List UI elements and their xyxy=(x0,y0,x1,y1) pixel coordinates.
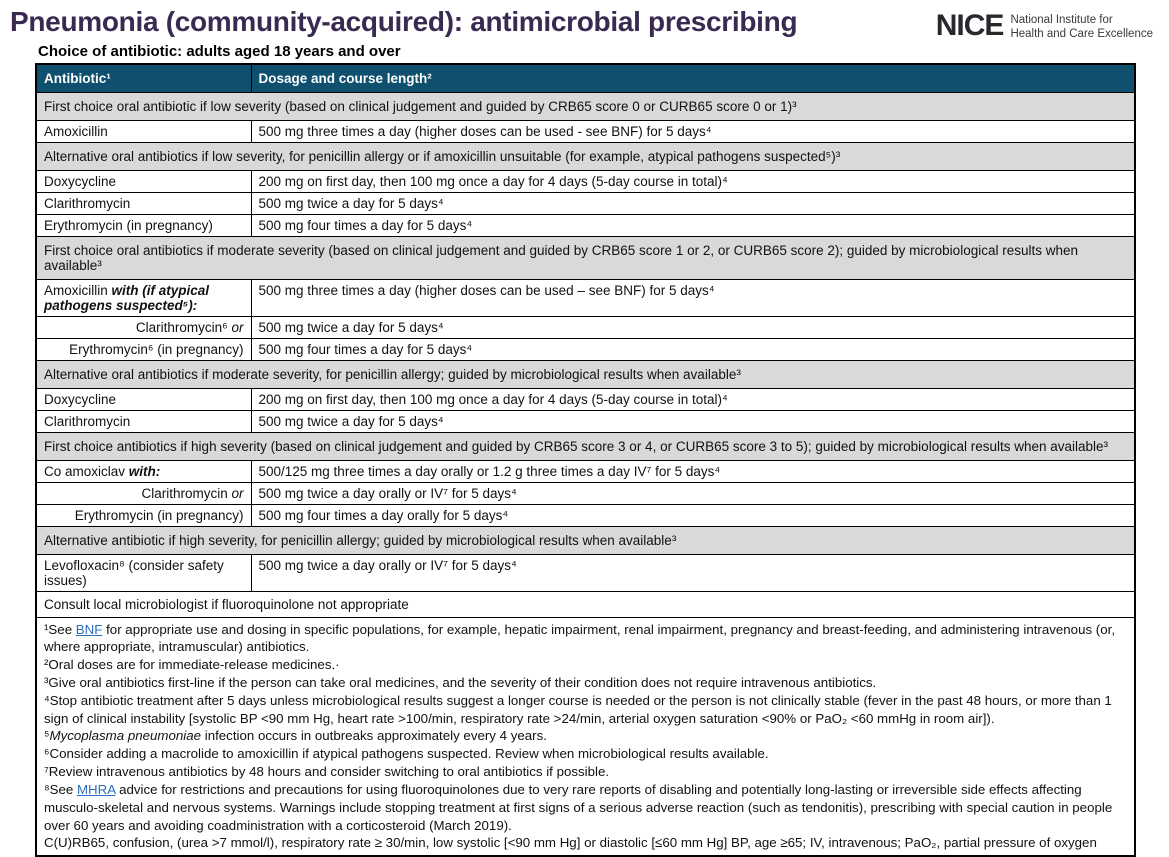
text-part: Amoxicillin xyxy=(44,123,108,139)
footnote-6 xyxy=(44,745,1127,763)
footnotes-cell xyxy=(36,617,1135,856)
antibiotic-cell xyxy=(36,482,251,504)
antibiotic-cell xyxy=(36,316,251,338)
dosage-cell: 200 mg on first day, then 100 mg once a day for 4 days (5-day course in total)⁴ xyxy=(251,388,1135,410)
footnote-2 xyxy=(44,656,1127,674)
dosage-cell: 200 mg on first day, then 100 mg once a day for 4 days (5-day course in total)⁴ xyxy=(251,170,1135,192)
antibiotic-cell xyxy=(36,504,251,526)
dosage-cell: 500 mg twice a day for 5 days⁴ xyxy=(251,410,1135,432)
drug-row xyxy=(36,388,1135,410)
nice-logo xyxy=(936,11,1153,42)
text-part: or xyxy=(231,485,244,501)
text-part: Clarithromycin xyxy=(141,485,232,501)
dosage-cell: 500 mg twice a day orally or IV⁷ for 5 days⁴ xyxy=(251,554,1135,591)
antibiotic-cell xyxy=(36,410,251,432)
section-row xyxy=(36,360,1135,388)
section-row-label: First choice antibiotics if high severity (based on clinical judgement and guided by CRB65 score 3 or 4, or CURB65 score 3 to 5); guided by microbiological results when available³ xyxy=(36,432,1135,460)
text-part: Erythromycin (in pregnancy) xyxy=(44,217,213,233)
antibiotic-cell xyxy=(36,120,251,142)
text-part: with (if atypical pathogens suspected⁵): xyxy=(44,282,210,313)
dosage-cell: 500 mg twice a day for 5 days⁴ xyxy=(251,192,1135,214)
section-row-label: Alternative oral antibiotics if moderate severity, for penicillin allergy; guided by microbiological results when available³ xyxy=(36,360,1135,388)
dosage-cell: 500 mg four times a day for 5 days⁴ xyxy=(251,338,1135,360)
text-part: or xyxy=(231,319,244,335)
text-part: ³Give oral antibiotics first-line if the person can take oral medicines, and the severity of their condition does not require intravenous antibiotics. xyxy=(44,675,877,691)
section-row xyxy=(36,432,1135,460)
footnotes-row xyxy=(36,617,1135,856)
text-part: Doxycycline xyxy=(44,391,117,407)
consult-note: Consult local microbiologist if fluoroquinolone not appropriate xyxy=(36,591,1135,617)
drug-row xyxy=(36,410,1135,432)
text-part: Clarithromycin xyxy=(44,413,131,429)
antibiotic-cell xyxy=(36,554,251,591)
section-row-label: Alternative oral antibiotics if low severity, for penicillin allergy or if amoxicillin unsuitable (for example, atypical pathogens suspected⁵)³ xyxy=(36,142,1135,170)
section-row xyxy=(36,236,1135,279)
table-caption: Choice of antibiotic: adults aged 18 years and over xyxy=(38,42,401,60)
drug-row xyxy=(36,554,1135,591)
dosage-cell: 500 mg twice a day for 5 days⁴ xyxy=(251,316,1135,338)
nice-logo-tagline xyxy=(1010,14,1153,42)
text-part: ⁸See xyxy=(44,781,77,797)
drug-row xyxy=(36,170,1135,192)
column-header-dosage: Dosage and course length² xyxy=(251,64,1135,93)
text-part: Clarithromycin xyxy=(44,195,131,211)
text-part: Mycoplasma pneumoniae xyxy=(49,728,202,744)
drug-row xyxy=(36,279,1135,316)
antibiotic-cell xyxy=(36,460,251,482)
text-part: Doxycycline xyxy=(44,173,117,189)
dosage-cell: 500 mg four times a day orally for 5 days⁴ xyxy=(251,504,1135,526)
antibiotic-table xyxy=(35,63,1136,857)
dosage-cell: 500 mg twice a day orally or IV⁷ for 5 days⁴ xyxy=(251,482,1135,504)
page-header xyxy=(0,0,1169,42)
drug-row xyxy=(36,504,1135,526)
nice-logo-tagline-line1: National Institute for xyxy=(1010,14,1113,26)
text-part: ⁶Consider adding a macrolide to amoxicillin if atypical pathogens suspected. Review when microbiological results available. xyxy=(44,746,769,762)
column-header-antibiotic: Antibiotic¹ xyxy=(36,64,251,93)
antibiotic-cell xyxy=(36,388,251,410)
text-part: Clarithromycin⁶ xyxy=(135,319,232,335)
section-row xyxy=(36,92,1135,120)
dosage-cell: 500 mg three times a day (higher doses can be used - see BNF) for 5 days⁴ xyxy=(251,120,1135,142)
mhra-link[interactable]: MHRA xyxy=(76,781,116,797)
text-part: with: xyxy=(128,463,161,479)
section-row-label: Alternative antibiotic if high severity, for penicillin allergy; guided by microbiological results when available³ xyxy=(36,526,1135,554)
footnote-5 xyxy=(44,727,1127,745)
footnote-3 xyxy=(44,674,1127,692)
antibiotic-cell xyxy=(36,214,251,236)
drug-row xyxy=(36,192,1135,214)
text-part: ⁵ xyxy=(44,728,50,744)
footnote-1 xyxy=(44,621,1127,657)
dosage-cell: 500 mg three times a day (higher doses can be used – see BNF) for 5 days⁴ xyxy=(251,279,1135,316)
text-part: Erythromycin⁶ (in pregnancy) xyxy=(69,341,244,357)
antibiotic-cell xyxy=(36,279,251,316)
drug-row xyxy=(36,482,1135,504)
nice-logo-tagline-line2: Health and Care Excellence xyxy=(1010,27,1153,40)
text-part: infection occurs in outbreaks approximately every 4 years. xyxy=(201,728,547,744)
text-part: ⁷Review intravenous antibiotics by 48 hours and consider switching to oral antibiotics if possible. xyxy=(44,764,610,780)
section-row-label: First choice oral antibiotic if low severity (based on clinical judgement and guided by CRB65 score 0 or CURB65 score 0 or 1)³ xyxy=(36,92,1135,120)
drug-row xyxy=(36,316,1135,338)
nice-logo-wordmark: NICE xyxy=(935,9,1004,42)
text-part: ²Oral doses are for immediate-release medicines.· xyxy=(44,657,340,673)
consult-note-row xyxy=(36,591,1135,617)
dosage-cell: 500 mg four times a day for 5 days⁴ xyxy=(251,214,1135,236)
footnote-9 xyxy=(44,834,1127,852)
section-row xyxy=(36,142,1135,170)
text-part: ⁴Stop antibiotic treatment after 5 days unless microbiological results suggest a longer course is needed or the person is not clinically stable (fever in the past 48 hours, or more than 1 sign of clinical instability [systolic BP <90 mm Hg, heart rate >100/min, respiratory rate >24/min, arterial oxygen saturation <90% or PaO₂ <60 mmHg in room air]). xyxy=(44,692,1112,726)
antibiotic-cell xyxy=(36,338,251,360)
drug-row xyxy=(36,120,1135,142)
drug-row xyxy=(36,338,1135,360)
antibiotic-cell xyxy=(36,192,251,214)
text-part: Amoxicillin xyxy=(44,282,112,298)
drug-row xyxy=(36,214,1135,236)
text-part: C(U)RB65, confusion, (urea >7 mmol/l), respiratory rate ≥ 30/min, low systolic [<90 mm Hg] or diastolic [≤60 mm Hg] BP, age ≥65; IV, intravenous; PaO₂, partial pressure of oxygen xyxy=(44,835,1097,851)
footnote-8 xyxy=(44,781,1127,834)
table-header-row xyxy=(36,64,1135,93)
antibiotic-cell xyxy=(36,170,251,192)
dosage-cell: 500/125 mg three times a day orally or 1.2 g three times a day IV⁷ for 5 days⁴ xyxy=(251,460,1135,482)
bnf-link[interactable]: BNF xyxy=(75,621,103,637)
text-part: for appropriate use and dosing in specific populations, for example, hepatic impairment, renal impairment, pregnancy and breast-feeding, and administering intravenous (or, where appropriate, intramuscular) antibiotics. xyxy=(44,621,1116,655)
footnote-4 xyxy=(44,692,1127,728)
text-part: Levofloxacin⁸ (consider safety issues) xyxy=(44,557,224,588)
text-part: ¹See xyxy=(44,621,76,637)
text-part: Co amoxiclav xyxy=(44,463,129,479)
section-row xyxy=(36,526,1135,554)
text-part: Erythromycin (in pregnancy) xyxy=(74,507,244,523)
page-title: Pneumonia (community-acquired): antimicrobial prescribing xyxy=(10,6,798,37)
footnote-7 xyxy=(44,763,1127,781)
text-part: advice for restrictions and precautions for using fluoroquinolones due to very rare reports of disabling and potentially long-lasting or irreversible side effects affecting musculo-skeletal and nervous systems. Warnings include stopping treatment at first signs of a serious adverse reaction (such as tendonitis), prescribing with special caution in people over 60 years and avoiding coadministration with a corticosteroid (March 2019). xyxy=(44,781,1113,833)
drug-row xyxy=(36,460,1135,482)
section-row-label: First choice oral antibiotics if moderate severity (based on clinical judgement and guided by CRB65 score 1 or 2, or CURB65 score 2); guided by microbiological results when available³ xyxy=(36,236,1135,279)
